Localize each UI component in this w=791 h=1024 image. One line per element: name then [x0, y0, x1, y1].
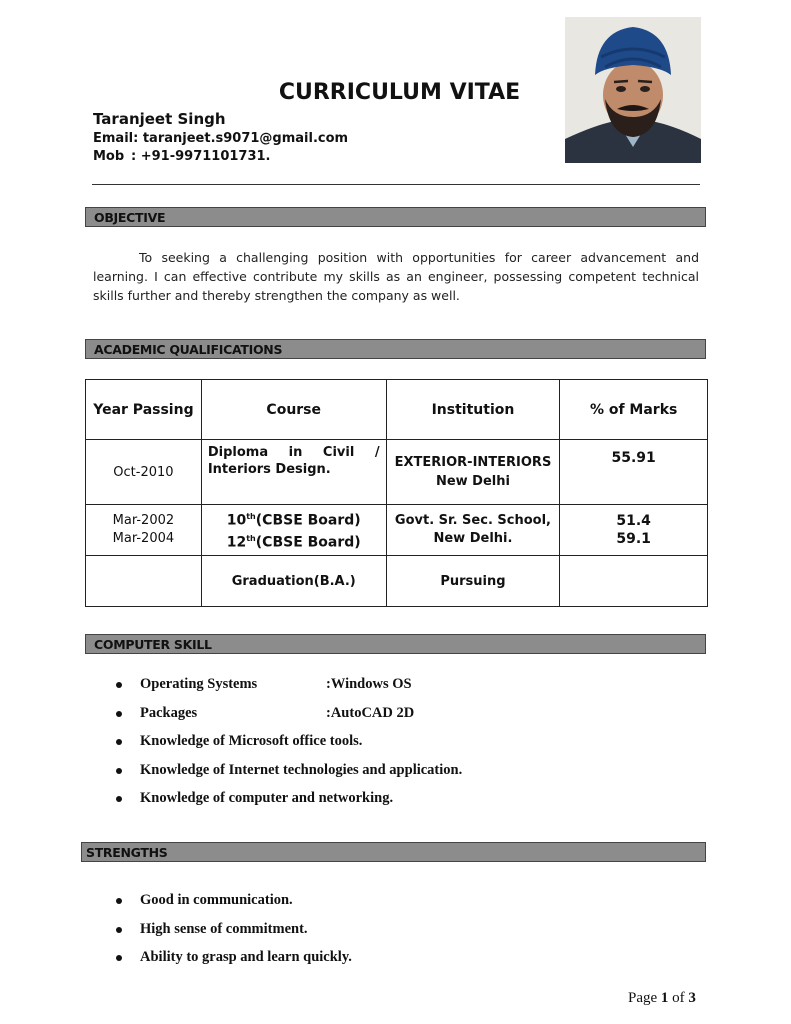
year-line: Mar-2002 — [112, 513, 175, 528]
institution-cell: Pursuing — [386, 556, 560, 607]
skill-text: Knowledge of Microsoft office tools. — [140, 733, 363, 749]
course-line — [208, 508, 380, 530]
institution-cell — [386, 505, 560, 556]
year-cell: Oct-2010 — [86, 440, 202, 505]
list-item — [112, 943, 352, 972]
list-item — [112, 699, 462, 728]
course-rest: (CBSE Board) — [255, 513, 361, 529]
list-item — [112, 915, 352, 944]
year-cell — [86, 505, 202, 556]
page-current: 1 — [660, 990, 669, 1006]
column-header: Course — [201, 380, 386, 440]
computer-skill-list — [112, 670, 462, 813]
skill-value: :AutoCAD 2D — [326, 704, 415, 721]
table-row — [86, 505, 708, 556]
list-item — [112, 670, 462, 699]
list-item — [112, 756, 462, 785]
section-heading-objective: OBJECTIVE — [85, 207, 706, 227]
objective-paragraph — [93, 248, 699, 305]
course-line — [208, 530, 380, 552]
course-cell: Graduation(B.A.) — [201, 556, 386, 607]
year-line: Mar-2004 — [112, 531, 175, 546]
marks-line: 59.1 — [616, 531, 651, 547]
column-header: Year Passing — [86, 380, 202, 440]
course-line: Interiors Design. — [207, 462, 331, 477]
column-header: % of Marks — [560, 380, 708, 440]
bullet-icon — [116, 711, 122, 717]
strength-text: Good in communication. — [140, 892, 293, 908]
course-rest: (CBSE Board) — [255, 534, 361, 551]
bullet-icon — [116, 955, 122, 961]
academic-table — [85, 379, 708, 607]
course-word: in — [288, 445, 303, 460]
objective-text: To seeking a challenging position with opportunities for career advancement and learning. I can effective contribute my skills as an engineer, possessing competent technical skills further and thereby strengthen the company as well. — [93, 250, 699, 303]
course-word: Diploma — [207, 445, 269, 460]
mobile-label: Mob — [93, 149, 125, 164]
mobile-line — [93, 149, 271, 164]
course-num: 10 — [226, 513, 247, 529]
year-cell — [86, 556, 202, 607]
marks-cell: 55.91 — [560, 440, 708, 505]
page-number — [628, 990, 696, 1007]
section-heading-computer-skill: COMPUTER SKILL — [85, 634, 706, 654]
strength-text: High sense of commitment. — [140, 920, 308, 937]
column-header: Institution — [386, 380, 560, 440]
marks-cell — [560, 505, 708, 556]
marks-cell — [560, 556, 708, 607]
bullet-icon — [116, 927, 122, 933]
bullet-icon — [116, 898, 122, 904]
table-header-row — [86, 380, 708, 440]
email-line: Email: taranjeet.s9071@gmail.com — [93, 131, 349, 146]
skill-value: :Windows OS — [326, 676, 412, 692]
bullet-icon — [116, 682, 122, 688]
skill-text: Knowledge of computer and networking. — [140, 790, 394, 806]
profile-photo — [565, 17, 701, 163]
page-total: 3 — [688, 990, 696, 1006]
institution-cell — [386, 440, 560, 505]
skill-text: Knowledge of Internet technologies and application. — [140, 761, 463, 778]
institution-line: New Delhi — [435, 474, 510, 489]
course-cell — [201, 505, 386, 556]
page-word: Page — [628, 990, 658, 1006]
document-title: CURRICULUM VITAE — [278, 80, 521, 105]
bullet-icon — [116, 768, 122, 774]
institution-line: Govt. Sr. Sec. School, — [394, 513, 551, 528]
list-item — [112, 886, 352, 915]
table-row — [86, 556, 708, 607]
strengths-list — [112, 886, 352, 972]
section-heading-academic: ACADEMIC QUALIFICATIONS — [85, 339, 706, 359]
course-sup: th — [246, 512, 256, 522]
mobile-number: : +91-9971101731. — [131, 149, 271, 164]
bullet-icon — [116, 739, 122, 745]
course-word: / — [374, 445, 380, 460]
list-item — [112, 727, 462, 756]
course-cell — [201, 440, 386, 505]
section-heading-strengths: STRENGTHS — [81, 842, 706, 862]
skill-key: Operating Systems — [140, 676, 258, 692]
marks-line: 51.4 — [616, 513, 651, 529]
header-divider — [92, 184, 700, 185]
bullet-icon — [116, 796, 122, 802]
course-word: Civil — [322, 445, 355, 460]
strength-text: Ability to grasp and learn quickly. — [140, 949, 352, 965]
institution-line: New Delhi. — [433, 531, 513, 546]
candidate-name: Taranjeet Singh — [93, 110, 226, 128]
page-of: of — [672, 990, 685, 1006]
table-row — [86, 440, 708, 505]
portrait-illustration — [565, 17, 701, 163]
course-sup: th — [246, 534, 256, 543]
institution-line: EXTERIOR-INTERIORS — [394, 455, 552, 470]
skill-key: Packages — [140, 704, 198, 721]
list-item — [112, 784, 462, 813]
course-num: 12 — [226, 534, 247, 551]
